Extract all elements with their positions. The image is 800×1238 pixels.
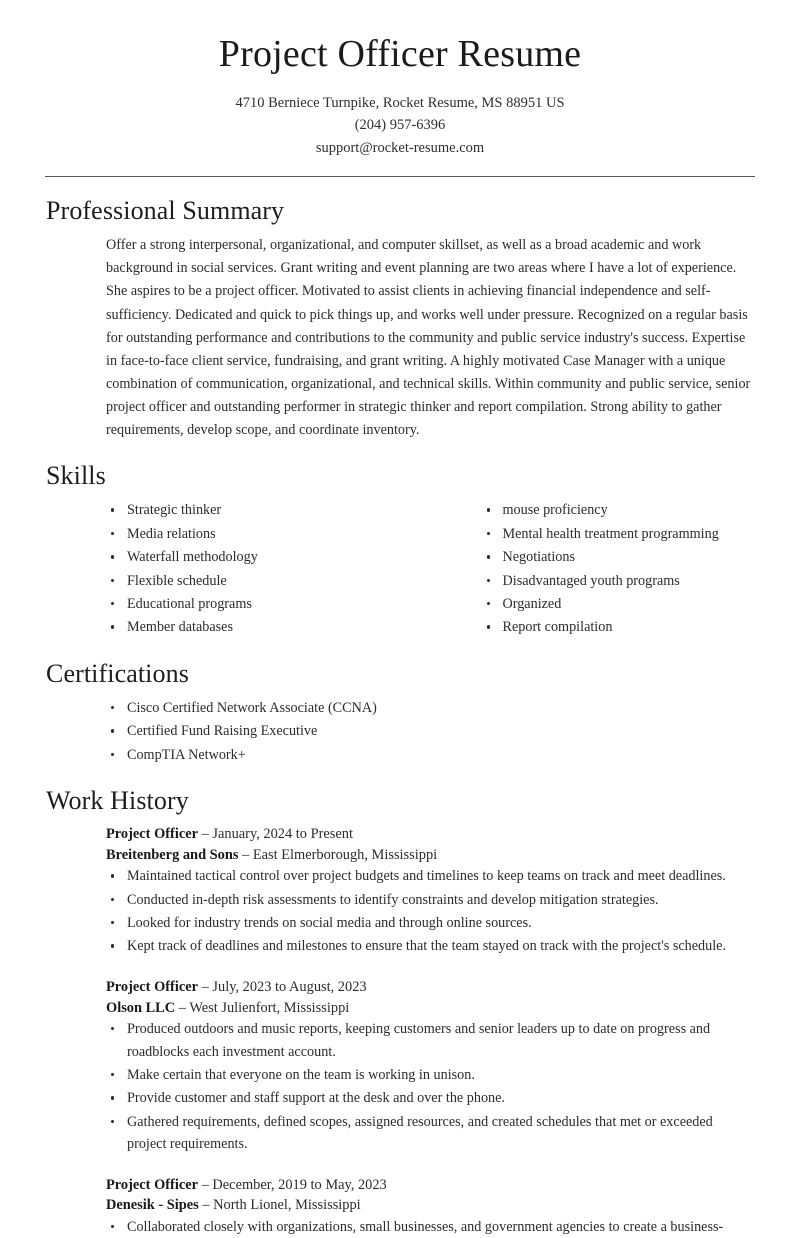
job-separator: – bbox=[198, 978, 213, 995]
section-heading-skills: Skills bbox=[46, 461, 106, 491]
list-item: mouse proficiency bbox=[482, 499, 756, 521]
list-item: Certified Fund Raising Executive bbox=[106, 720, 755, 742]
job-company: Denesik - Sipes bbox=[106, 1197, 199, 1214]
resume-header bbox=[0, 0, 800, 159]
list-item: Media relations bbox=[106, 523, 431, 545]
page-title: Project Officer Resume bbox=[218, 33, 582, 75]
job-bullet-list bbox=[106, 865, 755, 958]
list-item: Educational programs bbox=[106, 593, 431, 615]
skills-column-left bbox=[106, 499, 431, 640]
job-title: Project Officer bbox=[106, 978, 199, 995]
list-item: Gathered requirements, defined scopes, assigned resources, and created schedules that met or exceeded project requirements. bbox=[106, 1111, 755, 1156]
section-heading-summary: Professional Summary bbox=[46, 196, 285, 226]
work-history-body bbox=[46, 824, 755, 1238]
list-item: Make certain that everyone on the team is working in unison. bbox=[106, 1064, 755, 1086]
list-item: Produced outdoors and music reports, keeping customers and senior leaders up to date on progress and roadblocks each investment account. bbox=[106, 1018, 755, 1063]
skills-list-right bbox=[482, 499, 756, 639]
list-item: Waterfall methodology bbox=[106, 546, 431, 568]
job-title-line bbox=[106, 977, 755, 998]
list-item: Kept track of deadlines and milestones to ensure that the team stayed on track with the project's schedule. bbox=[106, 935, 755, 957]
certifications-body bbox=[46, 697, 755, 766]
list-item: Organized bbox=[482, 593, 756, 615]
list-item: Maintained tactical control over project budgets and timelines to keep teams on track and meet deadlines. bbox=[106, 865, 755, 887]
list-item: Provide customer and staff support at the desk and over the phone. bbox=[106, 1087, 755, 1109]
job-separator: – bbox=[175, 999, 190, 1016]
list-item: Disadvantaged youth programs bbox=[482, 570, 756, 592]
summary-paragraph: Offer a strong interpersonal, organizational, and computer skillset, as well as a broad academic and work background in social services. Grant writing and event planning are two areas where I have a lot of experience. She aspires to be a project officer. Motivated to assist clients in achieving financial independence and self-sufficiency. Dedicated and quick to pick things up, and works well under pressure. Recognized on a regular basis for outstanding performance and contributions to the community and public service industry's success. Expertise in face-to-face client service, fundraising, and grant writing. A highly motivated Case Manager with a unique combination of communication, organizational, and technical skills. Within community and public service, senior project officer and outstanding performer in strategic thinker and report compilation. Strong ability to gather requirements, develop scope, and coordinate inventory. bbox=[106, 237, 751, 439]
job-location: East Elmerborough, Mississippi bbox=[252, 846, 438, 863]
job-bullet-list bbox=[106, 1216, 755, 1238]
job-location: North Lionel, Mississippi bbox=[213, 1197, 361, 1214]
skills-list-left bbox=[106, 499, 431, 639]
contact-email: support@rocket-resume.com bbox=[315, 139, 485, 156]
list-item: Conducted in-depth risk assessments to identify constraints and develop mitigation strategies. bbox=[106, 889, 755, 911]
certifications-list bbox=[106, 697, 755, 766]
job-separator: – bbox=[198, 825, 213, 842]
list-item: Report compilation bbox=[482, 616, 756, 638]
summary-body bbox=[46, 234, 755, 442]
job-separator: – bbox=[198, 1176, 213, 1193]
list-item: Member databases bbox=[106, 616, 431, 638]
job-title-line bbox=[106, 1175, 755, 1196]
job-location: West Julienfort, Mississippi bbox=[189, 999, 350, 1016]
job-company: Olson LLC bbox=[106, 999, 176, 1016]
section-skills bbox=[0, 442, 800, 640]
list-item: CompTIA Network+ bbox=[106, 744, 755, 766]
job-title: Project Officer bbox=[106, 1176, 199, 1193]
job-bullet-list bbox=[106, 1018, 755, 1156]
skills-column-right bbox=[431, 499, 756, 640]
contact-address: 4710 Berniece Turnpike, Rocket Resume, MS 88951 US bbox=[235, 94, 565, 111]
section-heading-work-history: Work History bbox=[46, 786, 189, 816]
job-company-line bbox=[106, 1195, 755, 1216]
job-dates: July, 2023 to August, 2023 bbox=[212, 978, 367, 995]
list-item: Strategic thinker bbox=[106, 499, 431, 521]
section-professional-summary bbox=[0, 177, 800, 442]
list-item: Collaborated closely with organizations, small businesses, and government agencies to create a business- bbox=[106, 1216, 755, 1238]
skills-columns bbox=[46, 499, 755, 640]
work-history-entry bbox=[106, 1175, 755, 1238]
list-item: Flexible schedule bbox=[106, 570, 431, 592]
job-separator: – bbox=[238, 846, 253, 863]
list-item: Mental health treatment programming bbox=[482, 523, 756, 545]
job-company-line bbox=[106, 998, 755, 1019]
section-certifications bbox=[0, 640, 800, 766]
job-title: Project Officer bbox=[106, 825, 199, 842]
job-company: Breitenberg and Sons bbox=[106, 846, 239, 863]
section-work-history bbox=[0, 767, 800, 1238]
section-heading-certifications: Certifications bbox=[46, 658, 189, 688]
list-item: Cisco Certified Network Associate (CCNA) bbox=[106, 697, 755, 719]
contact-phone: (204) 957-6396 bbox=[354, 117, 446, 134]
list-item: Negotiations bbox=[482, 546, 756, 568]
job-dates: December, 2019 to May, 2023 bbox=[212, 1176, 387, 1193]
job-separator: – bbox=[198, 1197, 214, 1214]
job-company-line bbox=[106, 845, 755, 866]
job-dates: January, 2024 to Present bbox=[212, 825, 353, 842]
work-history-entry bbox=[106, 977, 755, 1156]
job-title-line bbox=[106, 824, 755, 845]
list-item: Looked for industry trends on social media and through online sources. bbox=[106, 912, 755, 934]
work-history-entry bbox=[106, 824, 755, 958]
